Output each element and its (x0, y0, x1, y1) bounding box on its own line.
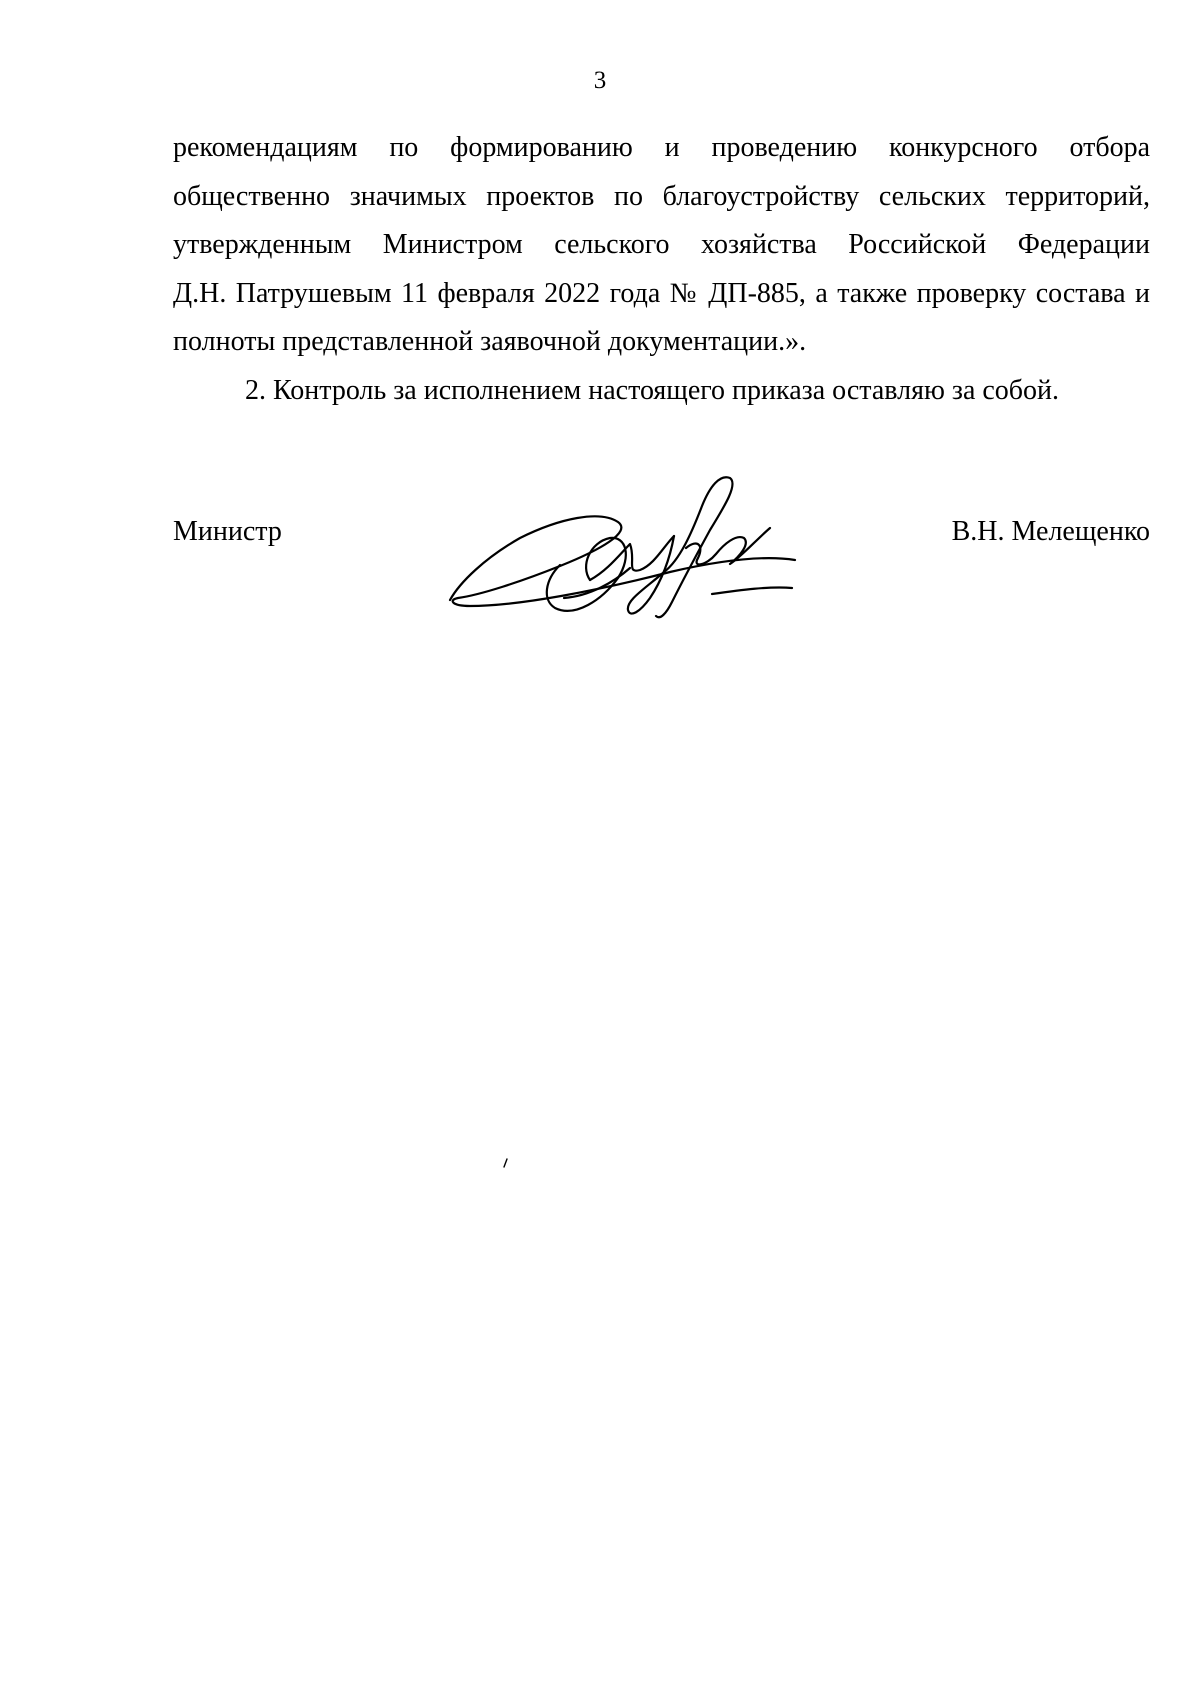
page-number: 3 (593, 67, 607, 94)
stray-pen-mark (502, 1158, 510, 1168)
text-line: рекомендациям по формированию и проведению конкурсного отбора (173, 132, 1150, 163)
text-line: Д.Н. Патрушевым 11 февраля 2022 года № ДП-885, а также проверку состава и (173, 277, 1150, 309)
text-line: общественно значимых проектов по благоустройству сельских территорий, (173, 180, 1150, 212)
text-line: утвержденным Министром сельского хозяйства Российской Федерации (173, 229, 1150, 260)
handwritten-signature (440, 470, 830, 640)
signatory-position: Министр (173, 516, 282, 547)
text-line: полноты представленной заявочной документации.». (173, 326, 807, 357)
paragraph-item-2: 2. Контроль за исполнением настоящего приказа оставляю за собой. (245, 374, 1060, 406)
document-body (173, 124, 1150, 415)
paragraph-continuation (173, 124, 1150, 367)
signatory-name: В.Н. Мелещенко (951, 516, 1150, 547)
